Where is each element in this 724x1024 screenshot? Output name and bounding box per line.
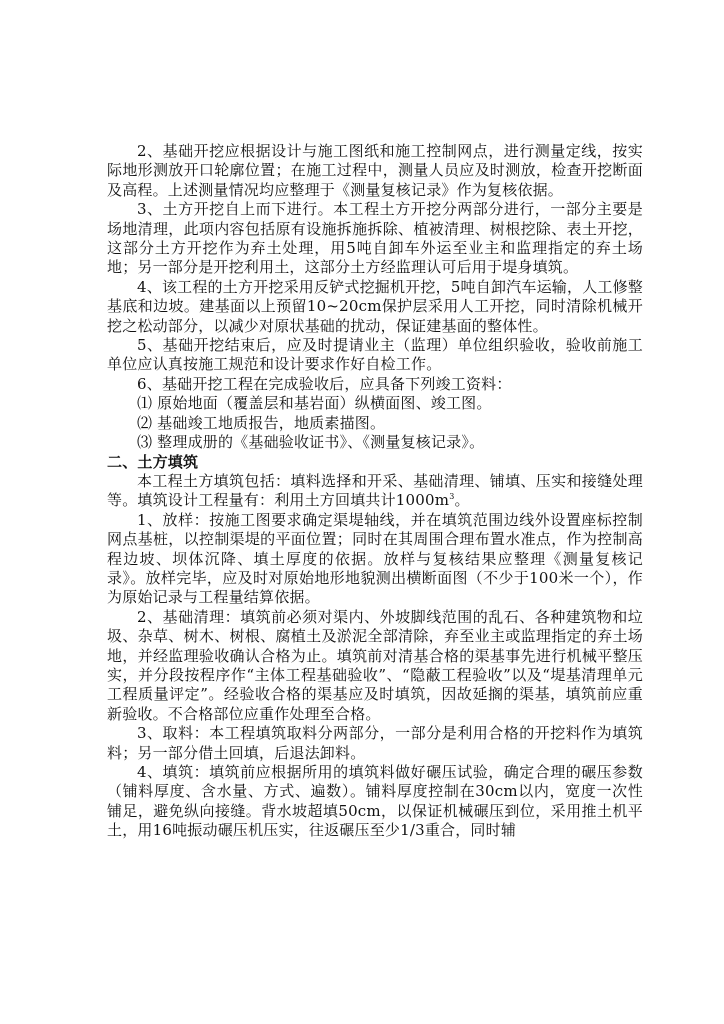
paragraph-completion-docs: 6、基础开挖工程在完成验收后，应具备下列竣工资料： (137, 374, 512, 393)
paragraph-filling: 4、填筑：填筑前应根据所用的填筑料做好碾压试验，确定合理的碾压参数（铺料厚度、含水量、方式、遍数）。铺料厚度控制在30cm以内，宽度一次性铺足，避免纵向接缝。背水坡超填50cm，以保证机械碾压到位，采用推土机平土，用16吨振动碾压机压实，往返碾压至少1/3重合，同时辅 (107, 763, 643, 840)
paragraph-foundation-cleanup: 2、基础清理：填筑前必须对渠内、外坡脚线范围的乱石、各种建筑物和垃圾、杂草、树木、树根、腐植土及淤泥全部清除，弃至业主或监理指定的弃土场地，并经监理验收确认合格为止。填筑前对清基合格的渠基事先进行机械平整压实，并分段按程序作“主体工程基础验收”、“隐蔽工程验收”以及“堤基清理单元工程质量评定”。经验收合格的渠基应及时填筑，因故延搁的渠基，填筑前应重新验收。不合格部位应重作处理至合格。 (107, 607, 643, 723)
fill-intro-end: 。 (454, 491, 470, 510)
fill-intro-text: 本工程土方填筑包括：填料选择和开采、基础清理、铺填、压实和接缝处理等。填筑设计工程量有：利用土方回填共计1000m (107, 471, 643, 510)
document-page (107, 142, 643, 841)
paragraph-acceptance: 5、基础开挖结束后，应及时提请业主（监理）单位组织验收，验收前施工单位应认真按施工规范和设计要求作好自检工作。 (107, 336, 643, 374)
unit-superscript: 3 (449, 492, 455, 502)
paragraph-borrow: 3、取料：本工程填筑取料分两部分，一部分是利用合格的开挖料作为填筑料；另一部分借土回填，后退法卸料。 (107, 724, 643, 762)
paragraph-excavation-order: 3、土方开挖自上而下进行。本工程土方开挖分两部分进行，一部分主要是场地清理，此项内容包括原有设施拆施拆除、植被清理、树根挖除、表土开挖，这部分土方开挖作为弃土处理，用5吨自卸车外运至业主和监理指定的弃土场地；另一部分是开挖利用土，这部分土方经监理认可后用于堤身填筑。 (107, 200, 643, 277)
section-heading: 二、土方填筑 (107, 452, 199, 471)
paragraph-survey: 2、基础开挖应根据设计与施工图纸和施工控制网点，进行测量定线，按实际地形测放开口轮廓位置；在施工过程中，测量人员应及时测放，检查开挖断面及高程。上述测量情况均应整理于《测量复核记录》作为复核依据。 (107, 142, 643, 199)
paragraph-excavation-method: 4、该工程的土方开挖采用反铲式挖掘机开挖，5吨自卸汽车运输，人工修整基底和边坡。建基面以上预留10~20cm保护层采用人工开挖，同时清除机械开挖之松动部分，以减少对原状基础的扰动，保证建基面的整体性。 (107, 277, 643, 335)
paragraph-layout: 1、放样：按施工图要求确定渠堤轴线，并在填筑范围边线外设置座标控制网点基桩，以控制渠堤的平面位置；同时在其周围合理布置水准点，作为控制高程边坡、坝体沉降、填土厚度的依据。放样与复核结果应整理《测量复核记录》。放样完毕，应及时对原始地形地貌测出横断面图（不少于100米一个），作为原始记录与工程量结算依据。 (107, 510, 643, 607)
list-item-doc-3: ⑶ 整理成册的《基础验收证书》、《测量复核记录》。 (137, 433, 485, 452)
list-item-doc-2: ⑵ 基础竣工地质报告，地质素描图。 (137, 413, 386, 432)
paragraph-fill-intro (107, 472, 643, 511)
list-item-doc-1: ⑴ 原始地面（覆盖层和基岩面）纵横面图、竣工图。 (137, 394, 492, 413)
